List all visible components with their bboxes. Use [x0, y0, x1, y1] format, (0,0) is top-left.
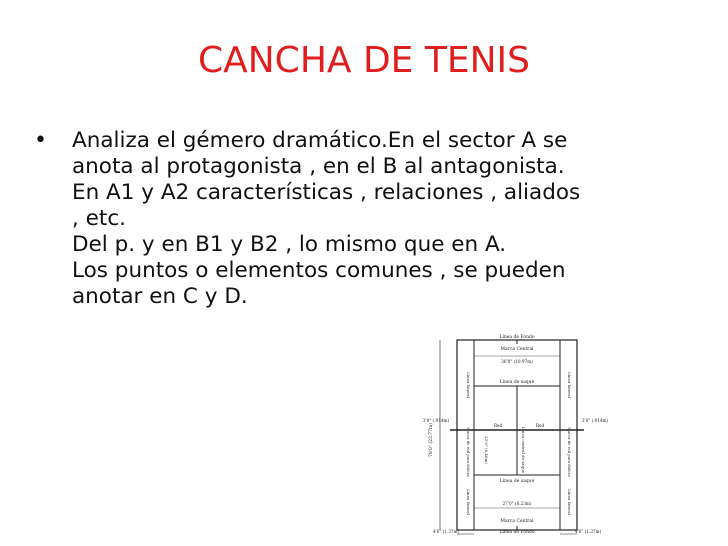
label-center-vertical-2: Línea central de saque [521, 426, 526, 474]
label-side-right-bottom: Línea lateral [567, 489, 572, 515]
label-linea-fondo-top: Línea de Fondo [499, 335, 535, 340]
bullet-line: anota al protagonista , en el B al antagonista. [72, 154, 565, 179]
label-linea-fondo-bottom: Línea de Fondo [499, 530, 535, 535]
label-dim-bottom: 27'0" (8.23m) [502, 501, 532, 506]
label-bottom-right-dim: 4'6" (1.37m) [574, 529, 602, 534]
bullet-line: anotar en C y D. [72, 284, 248, 309]
bullet-line: Los puntos o elementos comunes , se pueden [72, 258, 566, 283]
bullet-line: En A1 y A2 características , relaciones , aliados [72, 180, 581, 205]
bullet-line: Del p. y en B1 y B2 , lo mismo que en A. [72, 232, 507, 257]
label-right-inner: Marca de red para dobles [567, 427, 572, 477]
bullet-dot-icon: • [34, 128, 47, 153]
label-left-dim: 3'0" (.914m) [422, 418, 450, 423]
label-dim-top: 36'0" (10.97m) [501, 359, 533, 364]
bullet-text [72, 128, 654, 310]
label-red-left: Red [493, 423, 503, 428]
bullet-line: Analiza el gémero dramático.En el sector A se [72, 128, 568, 153]
label-right-dim: 3'0" (.914m) [581, 418, 609, 423]
label-left-vertical: 78'0" (23.77m) [429, 423, 434, 457]
bullet-line: , etc. [72, 206, 126, 231]
bullet-item [34, 128, 654, 310]
label-marca-central-bottom: Marca Central [500, 519, 534, 524]
label-side-right-top: Línea lateral [567, 372, 572, 398]
label-left-inner: Marca de red para dobles [466, 427, 471, 477]
label-linea-saque-bottom: Línea de saque [499, 479, 535, 484]
label-center-vertical-1: 21'0" (6.40m) [484, 436, 489, 464]
slide-title: CANCHA DE TENIS [197, 40, 530, 81]
label-side-left-top: Línea lateral [466, 372, 471, 398]
label-side-left-bottom: Línea lateral [466, 489, 471, 515]
label-linea-saque-top: Línea de saque [499, 380, 535, 385]
label-bottom-left-dim: 4'6" (1.37m) [432, 529, 460, 534]
tennis-court-diagram [410, 330, 610, 535]
label-red-right: Red [535, 423, 545, 428]
label-marca-central-top: Marca Central [500, 347, 534, 352]
